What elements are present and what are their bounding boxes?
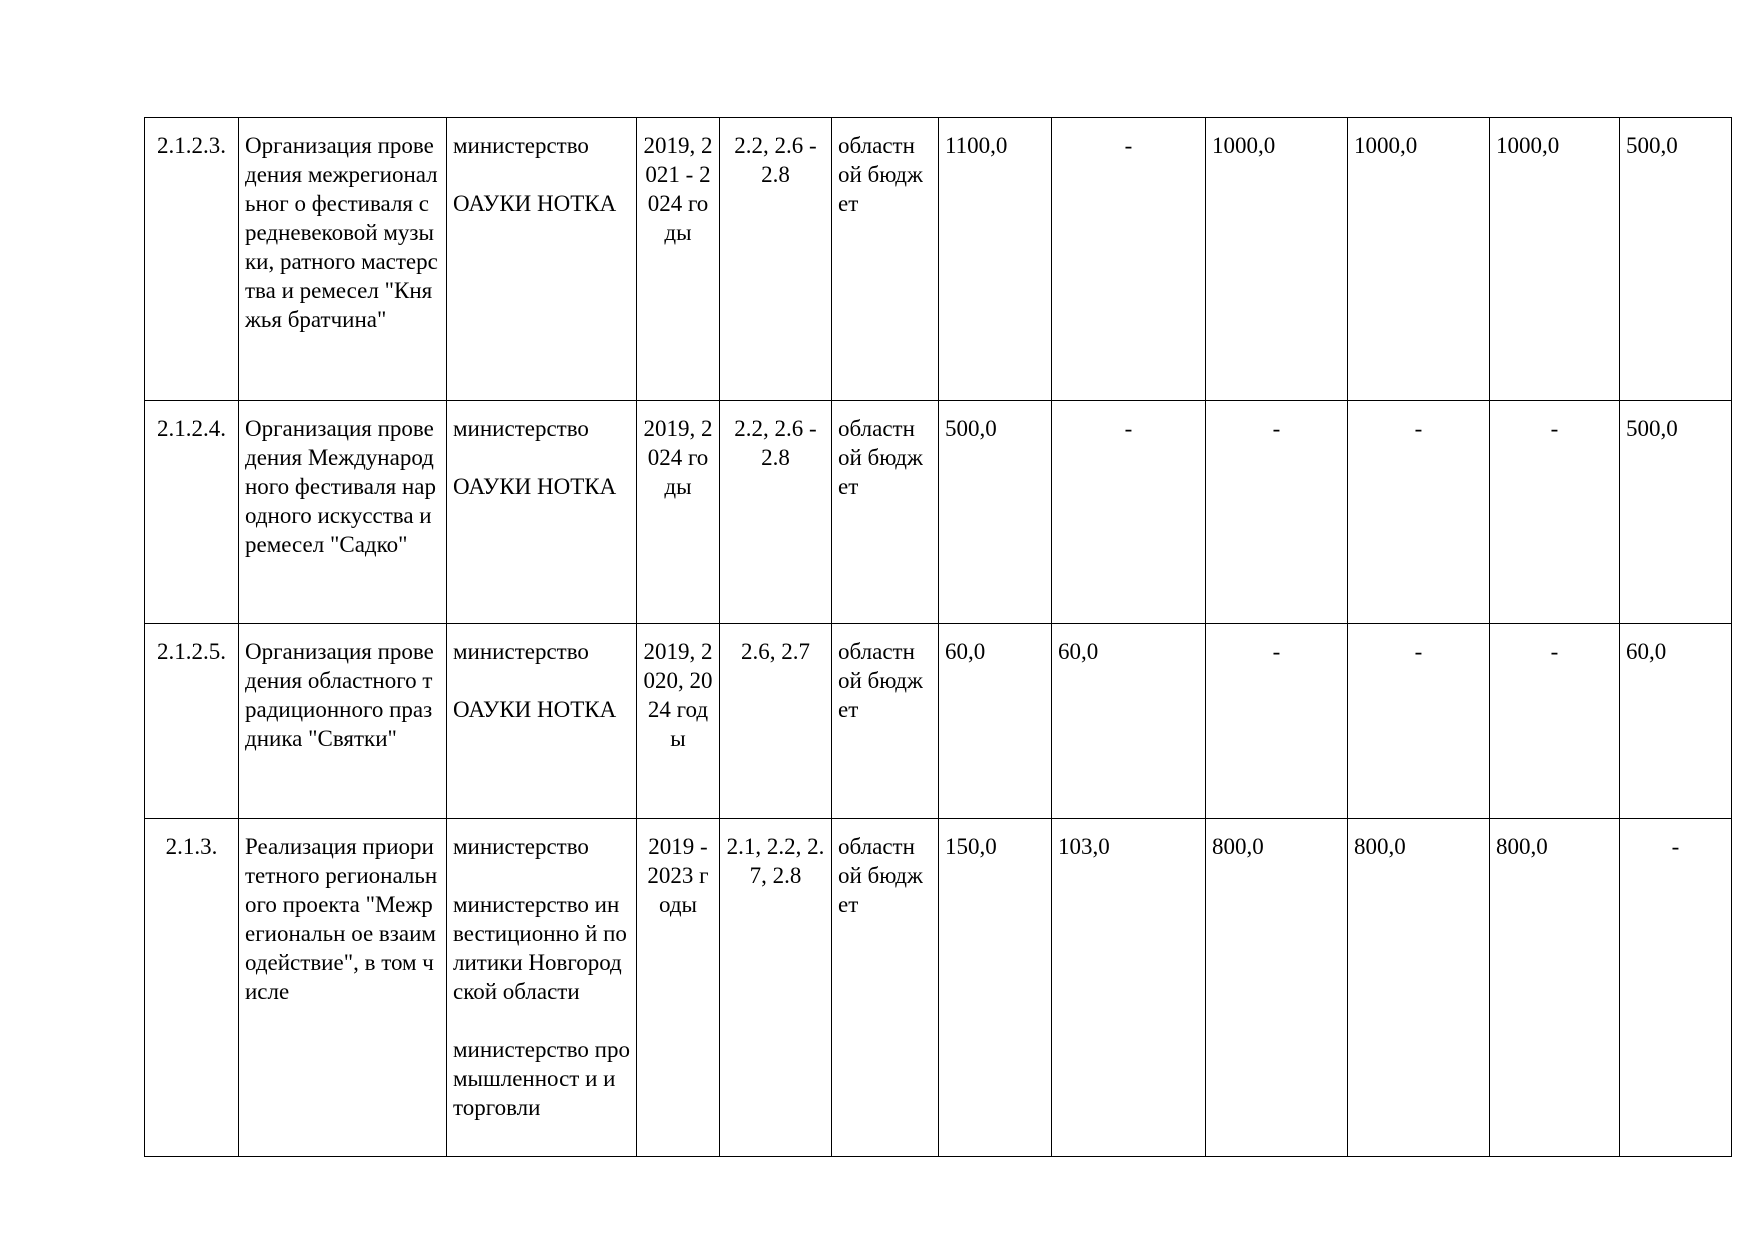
row-value: 60,0 (1620, 624, 1732, 819)
row-value: 500,0 (1620, 118, 1732, 401)
row-number: 2.1.2.4. (145, 401, 239, 624)
row-targets: 2.2, 2.6 - 2.8 (720, 401, 832, 624)
row-targets: 2.1, 2.2, 2.7, 2.8 (720, 819, 832, 1157)
row-period: 2019 - 2023 годы (637, 819, 720, 1157)
row-value: 800,0 (1206, 819, 1348, 1157)
executor-line: министерство (453, 834, 589, 859)
row-value: 1000,0 (1206, 118, 1348, 401)
row-number: 2.1.2.3. (145, 118, 239, 401)
row-value: - (1052, 118, 1206, 401)
row-name: Организация проведения Международного фестиваля народного искусства и ремесел "Садко" (239, 401, 447, 624)
row-name: Организация проведения областного традиционного праздника "Святки" (239, 624, 447, 819)
row-value: - (1206, 401, 1348, 624)
row-name: Реализация приоритетного регионального проекта "Межрегиональн ое взаимодействие", в том числе (239, 819, 447, 1157)
row-value: 1000,0 (1490, 118, 1620, 401)
row-period: 2019, 2020, 2024 годы (637, 624, 720, 819)
table-row (145, 118, 1732, 401)
row-value: - (1490, 401, 1620, 624)
row-value: 150,0 (939, 819, 1052, 1157)
row-period: 2019, 2024 годы (637, 401, 720, 624)
row-number: 2.1.3. (145, 819, 239, 1157)
row-source: областн ой бюджет (832, 624, 939, 819)
executor-line: министерство (453, 133, 589, 158)
row-targets: 2.2, 2.6 - 2.8 (720, 118, 832, 401)
row-executors (447, 819, 637, 1157)
row-executors (447, 118, 637, 401)
row-value: 800,0 (1348, 819, 1490, 1157)
row-source: областн ой бюджет (832, 401, 939, 624)
executor-line: ОАУКИ НОТКА (453, 474, 617, 499)
row-number: 2.1.2.5. (145, 624, 239, 819)
row-value: 800,0 (1490, 819, 1620, 1157)
table-row (145, 401, 1732, 624)
executor-line: министерство (453, 416, 589, 441)
row-source: областн ой бюджет (832, 819, 939, 1157)
executor-line: министерство инвестиционно й политики Новгородской области (453, 892, 627, 1004)
row-value: 1100,0 (939, 118, 1052, 401)
row-value: - (1348, 401, 1490, 624)
table-row (145, 624, 1732, 819)
executor-line: министерство промышленност и и торговли (453, 1037, 630, 1120)
row-value: 500,0 (939, 401, 1052, 624)
table-row (145, 819, 1732, 1157)
row-value: - (1206, 624, 1348, 819)
row-value: 60,0 (939, 624, 1052, 819)
row-value: 1000,0 (1348, 118, 1490, 401)
row-value: - (1348, 624, 1490, 819)
row-executors (447, 624, 637, 819)
row-value: 60,0 (1052, 624, 1206, 819)
row-name: Организация проведения межрегиональног о фестиваля средневековой музыки, ратного мастерства и ремесел "Княжья братчина" (239, 118, 447, 401)
program-table (144, 117, 1732, 1157)
row-value: 103,0 (1052, 819, 1206, 1157)
row-value: - (1620, 819, 1732, 1157)
row-value: - (1490, 624, 1620, 819)
row-executors (447, 401, 637, 624)
executor-line: ОАУКИ НОТКА (453, 191, 617, 216)
row-targets: 2.6, 2.7 (720, 624, 832, 819)
row-period: 2019, 2021 - 2024 годы (637, 118, 720, 401)
row-source: областн ой бюджет (832, 118, 939, 401)
executor-line: ОАУКИ НОТКА (453, 697, 617, 722)
row-value: 500,0 (1620, 401, 1732, 624)
executor-line: министерство (453, 639, 589, 664)
row-value: - (1052, 401, 1206, 624)
